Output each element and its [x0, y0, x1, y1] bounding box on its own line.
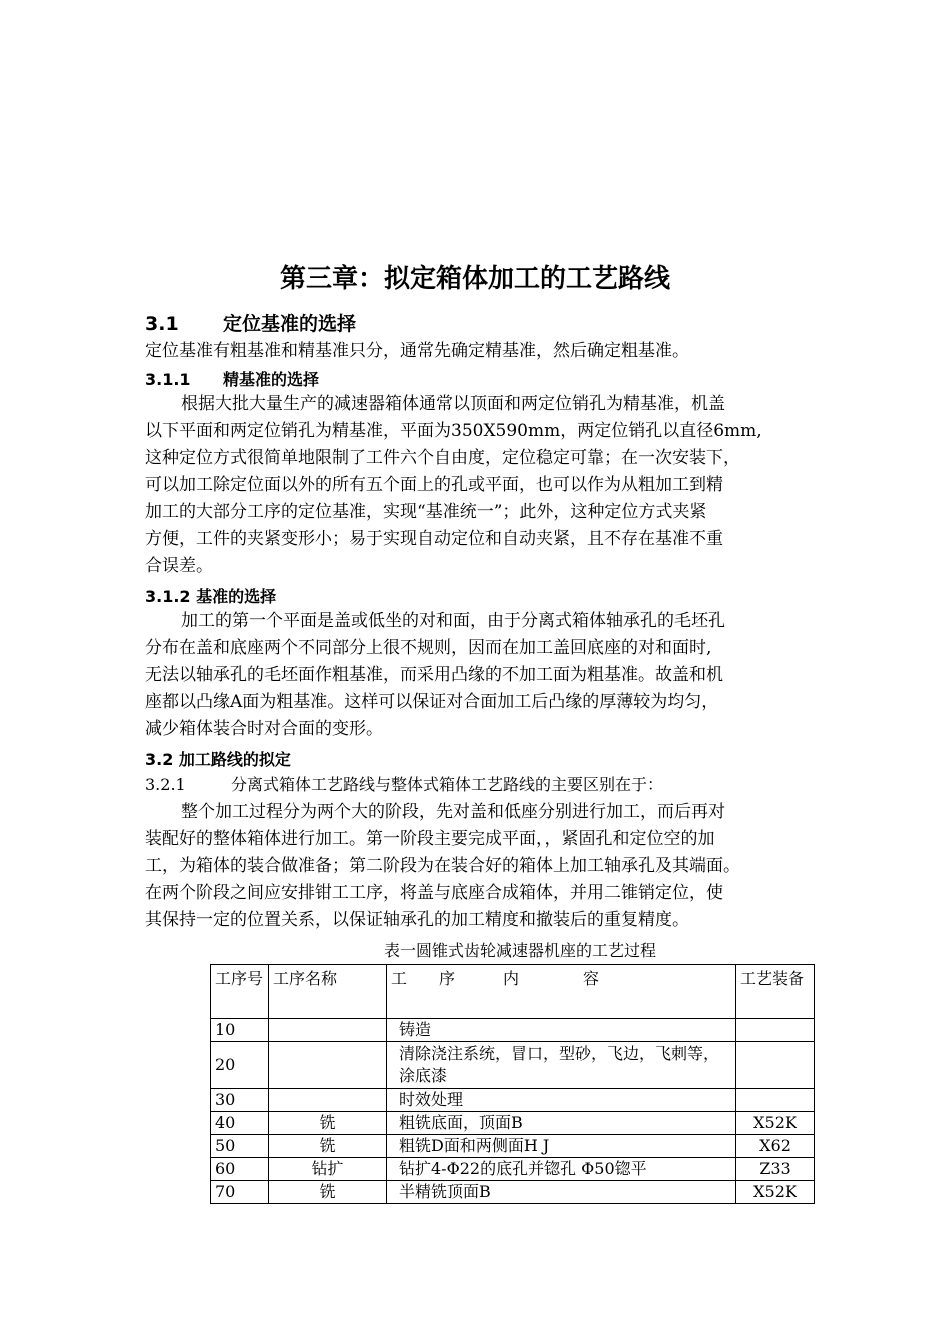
header-step-content: 工 序 内 容 — [387, 965, 736, 1019]
paragraph-line: 加工的第一个平面是盖或低坐的对和面，由于分离式箱体轴承孔的毛坯孔 — [181, 611, 725, 631]
cell-step-content: 时效处理 — [387, 1089, 736, 1112]
cell-step-content: 半精铣顶面B — [387, 1181, 736, 1204]
cell-step-name: 铣 — [269, 1181, 387, 1204]
cell-step-content: 清除浇注系统，冒口，型砂，飞边，飞刺等，涂底漆 — [387, 1042, 736, 1089]
table-row — [211, 1112, 815, 1135]
section-3-1-2-heading: 3.1.2 基准的选择 — [145, 587, 277, 606]
paragraph-line: 加工的大部分工序的定位基准，实现“基准统一”；此外，这种定位方式夹紧 — [145, 502, 707, 522]
cell-step-content: 铸造 — [387, 1019, 736, 1042]
section-number: 3.2.1 — [145, 775, 186, 794]
cell-step-no: 70 — [211, 1181, 269, 1204]
cell-step-no: 30 — [211, 1089, 269, 1112]
cell-equipment — [736, 1089, 815, 1112]
cell-step-no: 20 — [211, 1042, 269, 1089]
table-row — [211, 1158, 815, 1181]
header-equipment: 工艺装备 — [736, 965, 815, 1019]
cell-step-name — [269, 1019, 387, 1042]
paragraph-line: 在两个阶段之间应安排钳工工序，将盖与底座合成箱体，并用二锥销定位，使 — [145, 883, 723, 903]
paragraph-line: 合误差。 — [145, 556, 213, 576]
cell-step-no: 10 — [211, 1019, 269, 1042]
cell-equipment: X52K — [736, 1181, 815, 1204]
section-3-1-intro: 定位基准有粗基准和精基准只分，通常先确定精基准，然后确定粗基准。 — [145, 341, 689, 361]
cell-step-content: 钻扩4-Φ22的底孔并锪孔 Φ50锪平 — [387, 1158, 736, 1181]
table-row — [211, 1135, 815, 1158]
cell-equipment: Z33 — [736, 1158, 815, 1181]
paragraph-line: 无法以轴承孔的毛坯面作粗基准，而采用凸缘的不加工面为粗基准。故盖和机 — [145, 665, 723, 685]
paragraph-line: 装配好的整体箱体进行加工。第一阶段主要完成平面，，紧固孔和定位空的加 — [145, 829, 715, 849]
cell-step-name — [269, 1089, 387, 1112]
cell-step-content: 粗铣底面，顶面B — [387, 1112, 736, 1135]
table-row — [211, 1042, 815, 1089]
table-row — [211, 1019, 815, 1042]
cell-step-name: 铣 — [269, 1112, 387, 1135]
cell-equipment — [736, 1019, 815, 1042]
paragraph-line: 座都以凸缘A面为粗基准。这样可以保证对合面加工后凸缘的厚薄较为均匀， — [145, 692, 719, 712]
section-3-2-heading: 3.2 加工路线的拟定 — [145, 750, 291, 769]
paragraph-line: 根据大批大量生产的减速器箱体通常以顶面和两定位销孔为精基准，机盖 — [181, 394, 725, 414]
cell-equipment: X52K — [736, 1112, 815, 1135]
cell-step-name — [269, 1042, 387, 1089]
section-3-1-1-heading — [145, 367, 319, 390]
paragraph-line: 工，为箱体的装合做准备；第二阶段为在装合好的箱体上加工轴承孔及其端面。 — [145, 856, 740, 876]
paragraph-line: 其保持一定的位置关系，以保证轴承孔的加工精度和撤装后的重复精度。 — [145, 910, 689, 930]
section-title: 定位基准的选择 — [223, 313, 357, 335]
section-number: 3.1 — [145, 313, 179, 335]
cell-equipment: X62 — [736, 1135, 815, 1158]
table-caption: 表一圆锥式齿轮减速器机座的工艺过程 — [384, 941, 657, 960]
section-title: 分离式箱体工艺路线与整体式箱体工艺路线的主要区别在于： — [231, 775, 664, 794]
cell-step-name: 钻扩 — [269, 1158, 387, 1181]
section-3-1-heading — [145, 309, 356, 336]
table-header-row — [211, 965, 815, 1019]
chapter-title: 第三章：拟定箱体加工的工艺路线 — [279, 264, 670, 294]
paragraph-line: 可以加工除定位面以外的所有五个面上的孔或平面，也可以作为从粗加工到精 — [145, 475, 723, 495]
table-row — [211, 1089, 815, 1112]
paragraph-line: 方便，工件的夹紧变形小；易于实现自动定位和自动夹紧，且不存在基准不重 — [145, 529, 723, 549]
paragraph-line: 分布在盖和底座两个不同部分上很不规则，因而在加工盖回底座的对和面时, — [145, 638, 712, 658]
paragraph-line: 以下平面和两定位销孔为精基准，平面为350X590mm，两定位销孔以直径6mm, — [145, 421, 762, 441]
section-number: 3.1.1 — [145, 370, 191, 389]
cell-step-name: 铣 — [269, 1135, 387, 1158]
table-row — [211, 1181, 815, 1204]
process-table — [210, 964, 815, 1204]
cell-step-no: 40 — [211, 1112, 269, 1135]
paragraph-line: 整个加工过程分为两个大的阶段，先对盖和低座分别进行加工，而后再对 — [181, 802, 725, 822]
section-title: 精基准的选择 — [223, 370, 320, 389]
section-3-2-1-heading — [145, 771, 663, 798]
header-step-name: 工序名称 — [269, 965, 387, 1019]
cell-step-content: 粗铣D面和两侧面H J — [387, 1135, 736, 1158]
paragraph-line: 减少箱体装合时对合面的变形。 — [145, 719, 383, 739]
cell-step-no: 60 — [211, 1158, 269, 1181]
cell-equipment — [736, 1042, 815, 1089]
cell-step-no: 50 — [211, 1135, 269, 1158]
header-step-no: 工序号 — [211, 965, 269, 1019]
paragraph-line: 这种定位方式很简单地限制了工件六个自由度，定位稳定可靠；在一次安装下， — [145, 448, 740, 468]
